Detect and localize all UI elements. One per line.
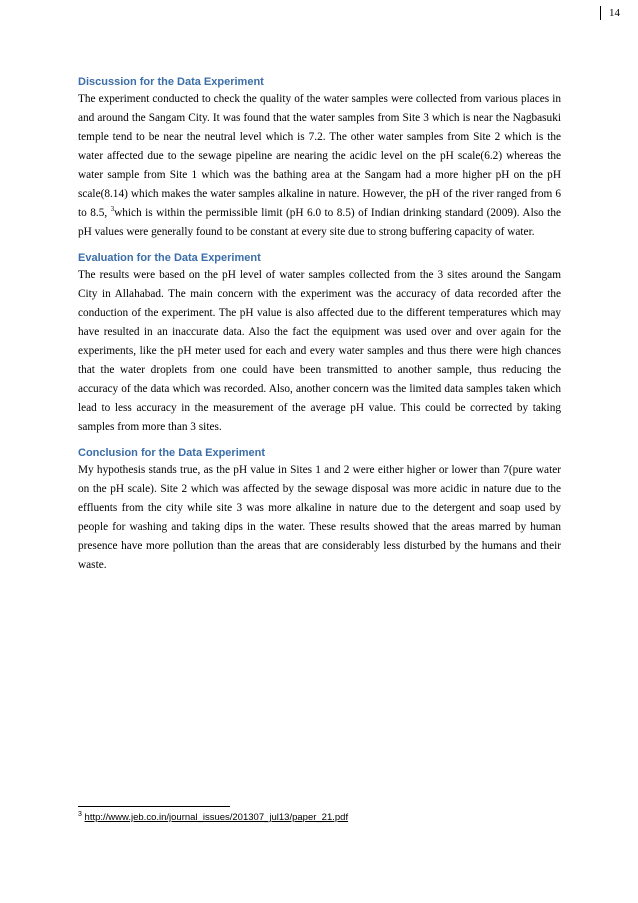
- discussion-text-part1: The experiment conducted to check the quality of the water samples were collected from various places in and around the Sangam City. It was found that the water samples from Site 3 which is near the Nagbasuki temple tend to be near the neutral level which is 7.2. The other water samples from Site 2 which is the water affected due to the sewage pipeline are nearing the acidic level on the pH scale(6.2) whereas the water sample from Site 1 which was the bathing area at the Sangam had a more higher pH on the pH scale(8.14) which makes the water samples alkaline in nature. However, the pH of the river ranged from 6 to 8.5,: [78, 93, 561, 219]
- page-number: 14: [600, 6, 620, 20]
- discussion-text-part2: which is within the permissible limit (pH 6.0 to 8.5) of Indian drinking standard (2009). Also the pH values were generally found to be constant at every site due to strong buffering capacity of water.: [78, 207, 561, 238]
- document-body: [78, 74, 561, 583]
- evaluation-section: [78, 250, 561, 437]
- conclusion-heading: Conclusion for the Data Experiment: [78, 447, 266, 459]
- footnote-reference[interactable]: 3: [110, 205, 115, 214]
- evaluation-paragraph: The results were based on the pH level of water samples collected from the 3 sites around the Sangam City in Allahabad. The main concern with the experiment was the accuracy of data recorded after the conduction of the experiment. The pH value is also affected due to the different temperatures which may have resulted in an inaccurate data. Also the fact the equipment was used over and over again for the experiments, like the pH meter used for each and every water samples and thus there were high chances that the water droplets from one could have been transmitted to another sample, thus reducing the accuracy of the data which was recorded. Also, another concern was the limited data samples taken which lead to less accuracy in the measurement of the average pH value. This could be corrected by taking samples from more than 3 sites.: [78, 269, 561, 433]
- footnote: [78, 812, 348, 823]
- conclusion-section: [78, 445, 561, 575]
- footnote-link[interactable]: http://www.jeb.co.in/journal_issues/201307_jul13/paper_21.pdf: [84, 812, 349, 823]
- conclusion-paragraph: My hypothesis stands true, as the pH value in Sites 1 and 2 were either higher or lower than 7(pure water on the pH scale). Site 2 which was affected by the sewage disposal was more acidic in nature due to the effluents from the city while site 3 was more alkaline in nature due to the detergent and soap used by people for washing and taking dips in the water. These results showed that the areas marred by human presence have more pollution than the areas that are considerably less disturbed by the humans and their waste.: [78, 464, 561, 571]
- discussion-heading: Discussion for the Data Experiment: [78, 76, 264, 88]
- discussion-section: [78, 74, 561, 242]
- discussion-paragraph: [78, 90, 561, 242]
- footnote-number: 3: [78, 810, 82, 818]
- footnote-divider: [78, 806, 230, 807]
- evaluation-heading: Evaluation for the Data Experiment: [78, 252, 261, 264]
